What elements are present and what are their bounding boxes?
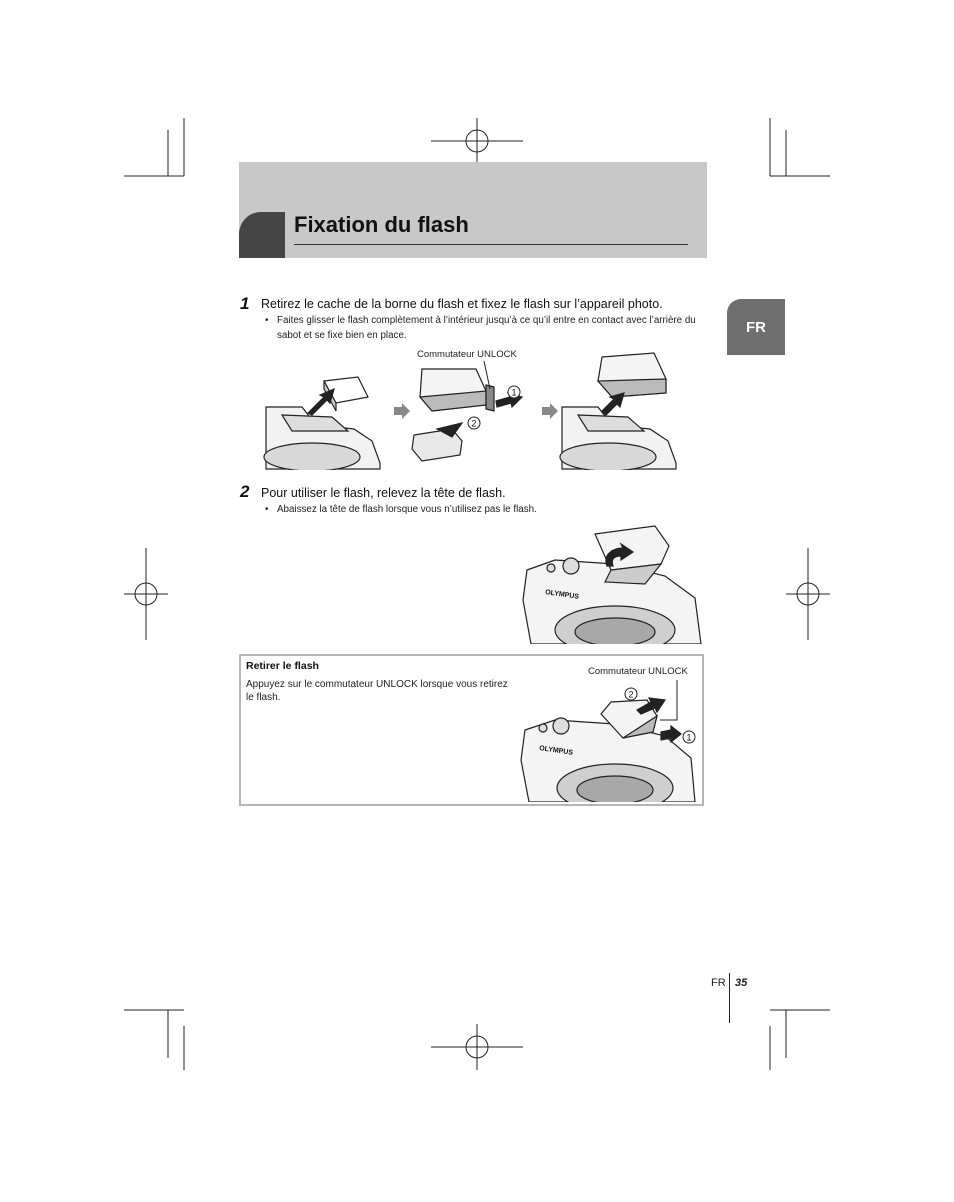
note-box-text: Appuyez sur le commutateur UNLOCK lorsque vous retirez le flash. [246, 679, 508, 703]
step-1-bullet: • Faites glisser le flash complètement à l’intérieur jusqu’à ce qu’il entre en contact avec l’arrière du sabot et se fixe bien en place. [265, 315, 696, 341]
step-2-brand: OLYMPUS [544, 589, 580, 601]
step-2-text: Pour utiliser le flash, relevez la tête de flash. [261, 486, 506, 500]
step-1-text: Retirez le cache de la borne du flash et fixez le flash sur l’appareil photo. [261, 297, 663, 311]
page-title: Fixation du flash [294, 212, 469, 237]
note-box-title: Retirer le flash [246, 660, 319, 672]
note-box-brand: OLYMPUS [538, 745, 574, 757]
step-1-callout-2: 2 [471, 418, 477, 429]
step-2-number: 2 [240, 482, 250, 501]
language-tab: FR [727, 299, 785, 355]
step-1-number: 1 [240, 294, 250, 313]
note-box-callout-1: 1 [686, 732, 692, 743]
page-number: 35 [735, 977, 748, 989]
footer-separator [729, 973, 730, 1023]
note-box-illustration [515, 680, 702, 802]
step-2-bullet: • Abaissez la tête de flash lorsque vous n’utilisez pas le flash. [265, 504, 537, 515]
step-2-illustration [515, 520, 710, 644]
step-1-illustration [262, 345, 712, 470]
note-box-unlock-label: Commutateur UNLOCK [588, 666, 688, 677]
footer-lang: FR [711, 977, 726, 989]
step-1-callout-1: 1 [511, 387, 517, 398]
note-box-callout-2: 2 [628, 689, 634, 700]
header-tab [239, 212, 285, 258]
title-rule [294, 244, 688, 245]
step-1-unlock-label: Commutateur UNLOCK [417, 349, 517, 360]
